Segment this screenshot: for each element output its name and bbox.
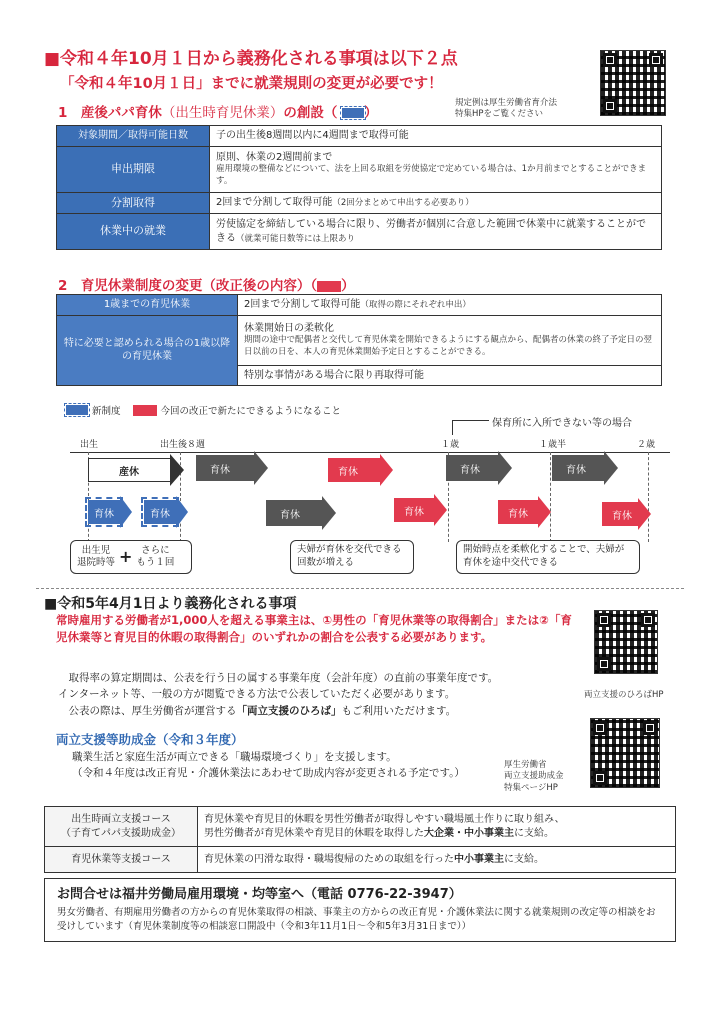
tick-1y: １歳 xyxy=(441,440,460,450)
page-subtitle: 「令和４年10月１日」までに就業規則の変更が必要です！ xyxy=(60,76,443,92)
row-value-a: 男性労働者が育児休業や育児目的休暇を取得した xyxy=(204,827,424,839)
row-value xyxy=(210,146,662,192)
maternity-leave-arrow: 産休 xyxy=(88,458,170,482)
section2-heading-close: ） xyxy=(341,278,355,294)
table-row xyxy=(57,315,662,365)
row-label: 休業中の就業 xyxy=(57,214,210,250)
row-value-note: （取得の際にそれぞれ申出） xyxy=(360,300,471,310)
new-system-icon xyxy=(66,405,88,415)
qr-caption: 両立支援のひろばHP xyxy=(584,690,664,700)
row-label: 分割取得 xyxy=(57,192,210,214)
divider xyxy=(36,588,684,589)
row-value-note: （就業可能日数等には上限あり xyxy=(236,233,356,244)
row-value-a: 育児休業の円滑な取得・職場復帰のための取組を行った xyxy=(204,853,454,865)
section2-heading-open: （ xyxy=(310,278,318,294)
section3-p3-a: 公表の際は、厚生労働省が運営する xyxy=(68,704,237,717)
row-label-line1: 出生時両立支援コース xyxy=(71,814,171,825)
section3-title: ■令和5年4月1日より義務化される事項 xyxy=(44,596,297,612)
section3-p1: 取得率の算定期間は、公表を行う日の属する事業年度（会計年度）の直前の事業年度です。 xyxy=(68,672,499,684)
section1-table xyxy=(56,125,662,250)
row-value-note: （2回分まとめて申出する必要あり） xyxy=(332,198,474,209)
qr-code[interactable] xyxy=(594,610,658,674)
leave-arrow-red-2: 育休 xyxy=(394,498,434,522)
table-row xyxy=(45,847,676,873)
leave-arrow-gray-1: 育休 xyxy=(196,455,254,481)
row-value-c: に支給。 xyxy=(504,853,544,865)
section3-body xyxy=(58,670,586,719)
new-leave-arrow-2: 育休 xyxy=(144,500,176,524)
legend-new-revision: 今回の改正で新たにできるようになること xyxy=(160,406,342,417)
section1-heading-main: 1 産後パパ育休 xyxy=(58,105,162,121)
row-label xyxy=(45,807,198,847)
row-label-line2: （子育てパパ支援助成金） xyxy=(61,827,181,839)
callout-left xyxy=(70,540,192,574)
qr-caption-line3: 特集ページHP xyxy=(504,782,558,793)
section1-heading-paren: （出生時育児休業） xyxy=(161,105,284,121)
section4-p2: （令和４年度は改正育児・介護休業法にあわせて助成内容が変更される予定です。） xyxy=(72,766,465,779)
row-label: 1歳までの育児休業 xyxy=(57,295,238,316)
section2-table xyxy=(56,294,662,386)
leave-arrow-red-1: 育休 xyxy=(328,458,380,482)
row-value xyxy=(198,807,676,847)
section3-p3-b: 「両立支援のひろば」 xyxy=(236,704,342,717)
legend-new-system: 新制度 xyxy=(92,406,121,417)
qr-caption-line1: 厚生労働省 xyxy=(504,760,547,770)
section1-heading-suffix: の創設（ xyxy=(283,105,338,121)
tick-1-5y: １歳半 xyxy=(539,440,567,450)
section4-body xyxy=(72,750,480,782)
row-value-main: 休業開始日の柔軟化 xyxy=(244,322,334,334)
contact-body: 男女労働者、有期雇用労働者の方からの育児休業取得の相談、事業主の方からの改正育児・介護休業法に関する就業規則の改定等の相談をお受けしています（育児休業制度等の相談窓口開設中（令和3年11月1日～令和5年3月31日まで）） xyxy=(57,907,656,932)
qr-note-line1: 規定例は厚生労働省育介法 xyxy=(455,98,558,108)
callout-left-line4: もう１回 xyxy=(136,557,175,568)
row-value-main: 労使協定を締結している場合に限り、労働者が個別に合意した範囲で休業中に就業することができる xyxy=(216,219,646,244)
new-leave-arrow-1: 育休 xyxy=(88,500,120,524)
leave-arrow-gray-2: 育休 xyxy=(446,455,498,481)
table-row xyxy=(45,807,676,847)
row-value xyxy=(198,847,676,873)
row-label: 育児休業等支援コース xyxy=(45,847,198,873)
tick-2y: ２歳 xyxy=(637,440,656,450)
table-row xyxy=(57,295,662,316)
revision-arrow-icon xyxy=(317,281,341,292)
row-value-c: に支給。 xyxy=(514,827,554,839)
row-value-b: 大企業・中小事業主 xyxy=(424,827,514,839)
row-value-main: 原則、休業の2週間前まで xyxy=(216,151,333,163)
row-value-note: 期間の途中で配偶者と交代して育児休業を開始できるようにする観点から、配偶者の休業の終了予定日の翌日以前の日を、本人の育児休業開始予定日とすることができる。 xyxy=(244,335,653,357)
section4-p1: 職業生活と家庭生活が両立できる「職場環境づくり」を支援します。 xyxy=(72,751,397,763)
row-value: 子の出生後8週間以内に4週間まで取得可能 xyxy=(210,126,662,147)
section4-table xyxy=(44,806,676,873)
page-title: ■令和４年10月１日から義務化される事項は以下２点 xyxy=(44,49,458,69)
leave-arrow-gray-4: 育休 xyxy=(266,500,322,526)
tick-8w: 出生後８週 xyxy=(160,440,206,450)
row-value xyxy=(238,295,662,316)
row-value xyxy=(238,315,662,365)
callout-left-line2: 退院時等 xyxy=(77,557,116,568)
plus-icon: + xyxy=(119,547,133,567)
row-label: 対象期間／取得可能日数 xyxy=(57,126,210,147)
new-system-icon xyxy=(342,108,364,118)
top-bracket xyxy=(452,420,489,435)
qr-caption xyxy=(504,760,564,794)
row-value-main: 2回まで分割して取得可能 xyxy=(244,299,361,310)
qr-caption-line2: 両立支援助成金 xyxy=(504,771,564,782)
revision-arrow-icon xyxy=(133,405,157,416)
row-value xyxy=(210,192,662,214)
row-value-note: 雇用環境の整備などについて、法を上回る取組を労使協定で定めている場合は、1か月前までとすることができます。 xyxy=(216,164,647,186)
section3-p3 xyxy=(58,703,586,719)
qr-code[interactable] xyxy=(590,718,660,788)
table-row xyxy=(57,146,662,192)
section1-heading xyxy=(58,101,378,121)
section2-heading xyxy=(58,274,355,294)
section4-title: 両立支援等助成金（令和３年度） xyxy=(56,732,244,747)
qr-note xyxy=(455,98,557,120)
contact-box xyxy=(44,878,676,942)
legend xyxy=(66,403,341,417)
section3-lead: 常時雇用する労働者が1,000人を超える事業主は、①男性の「育児休業等の取得割合」または②「育児休業等と育児目的休暇の取得割合」のいずれかの割合を公表する必要があります。 xyxy=(56,613,572,645)
row-value: 特別な事情がある場合に限り再取得可能 xyxy=(238,365,662,386)
table-row xyxy=(57,192,662,214)
row-value-line1: 育児休業や育児目的休暇を男性労働者が取得しやすい職場風土作りに取り組み、 xyxy=(204,814,565,825)
section2-heading-paren: （改正後の内容） xyxy=(202,278,311,294)
qr-note-line2: 特集HPをご覧ください xyxy=(455,109,544,120)
tick-birth: 出生 xyxy=(80,440,99,450)
table-row xyxy=(57,214,662,250)
section3-p3-c: もご利用いただけます。 xyxy=(341,704,457,717)
leave-arrow-gray-3: 育休 xyxy=(552,455,604,481)
section3-p2: インターネット等、一般の方が閲覧できる方法で公表していただく必要があります。 xyxy=(58,688,456,701)
callout-left-line3: さらに xyxy=(141,544,170,556)
callout-left-line1: 出生児 xyxy=(81,544,111,556)
callout-right: 開始時点を柔軟化することで、夫婦が育休を途中交代できる xyxy=(456,540,640,574)
timeline xyxy=(70,452,670,453)
qr-code[interactable] xyxy=(600,50,666,116)
leave-arrow-red-4: 育休 xyxy=(602,502,638,526)
row-value-line2 xyxy=(204,827,669,841)
row-label: 特に必要と認められる場合の1歳以降の育児休業 xyxy=(57,315,238,386)
diagram-top-note: 保育所に入所できない等の場合 xyxy=(492,418,632,429)
row-value xyxy=(210,214,662,250)
section2-heading-main: 2 育児休業制度の変更 xyxy=(58,278,203,294)
leave-arrow-red-3: 育休 xyxy=(498,500,538,524)
section1-heading-close: ） xyxy=(364,105,378,121)
row-value-b: 中小事業主 xyxy=(454,853,504,865)
row-label: 申出期限 xyxy=(57,146,210,192)
callout-middle: 夫婦が育休を交代できる回数が増える xyxy=(290,540,414,574)
table-row xyxy=(57,126,662,147)
contact-title: お問合せは福井労働局雇用環境・均等室へ（電話 0776-22-3947） xyxy=(57,887,462,902)
row-value-main: 2回まで分割して取得可能 xyxy=(216,197,333,209)
